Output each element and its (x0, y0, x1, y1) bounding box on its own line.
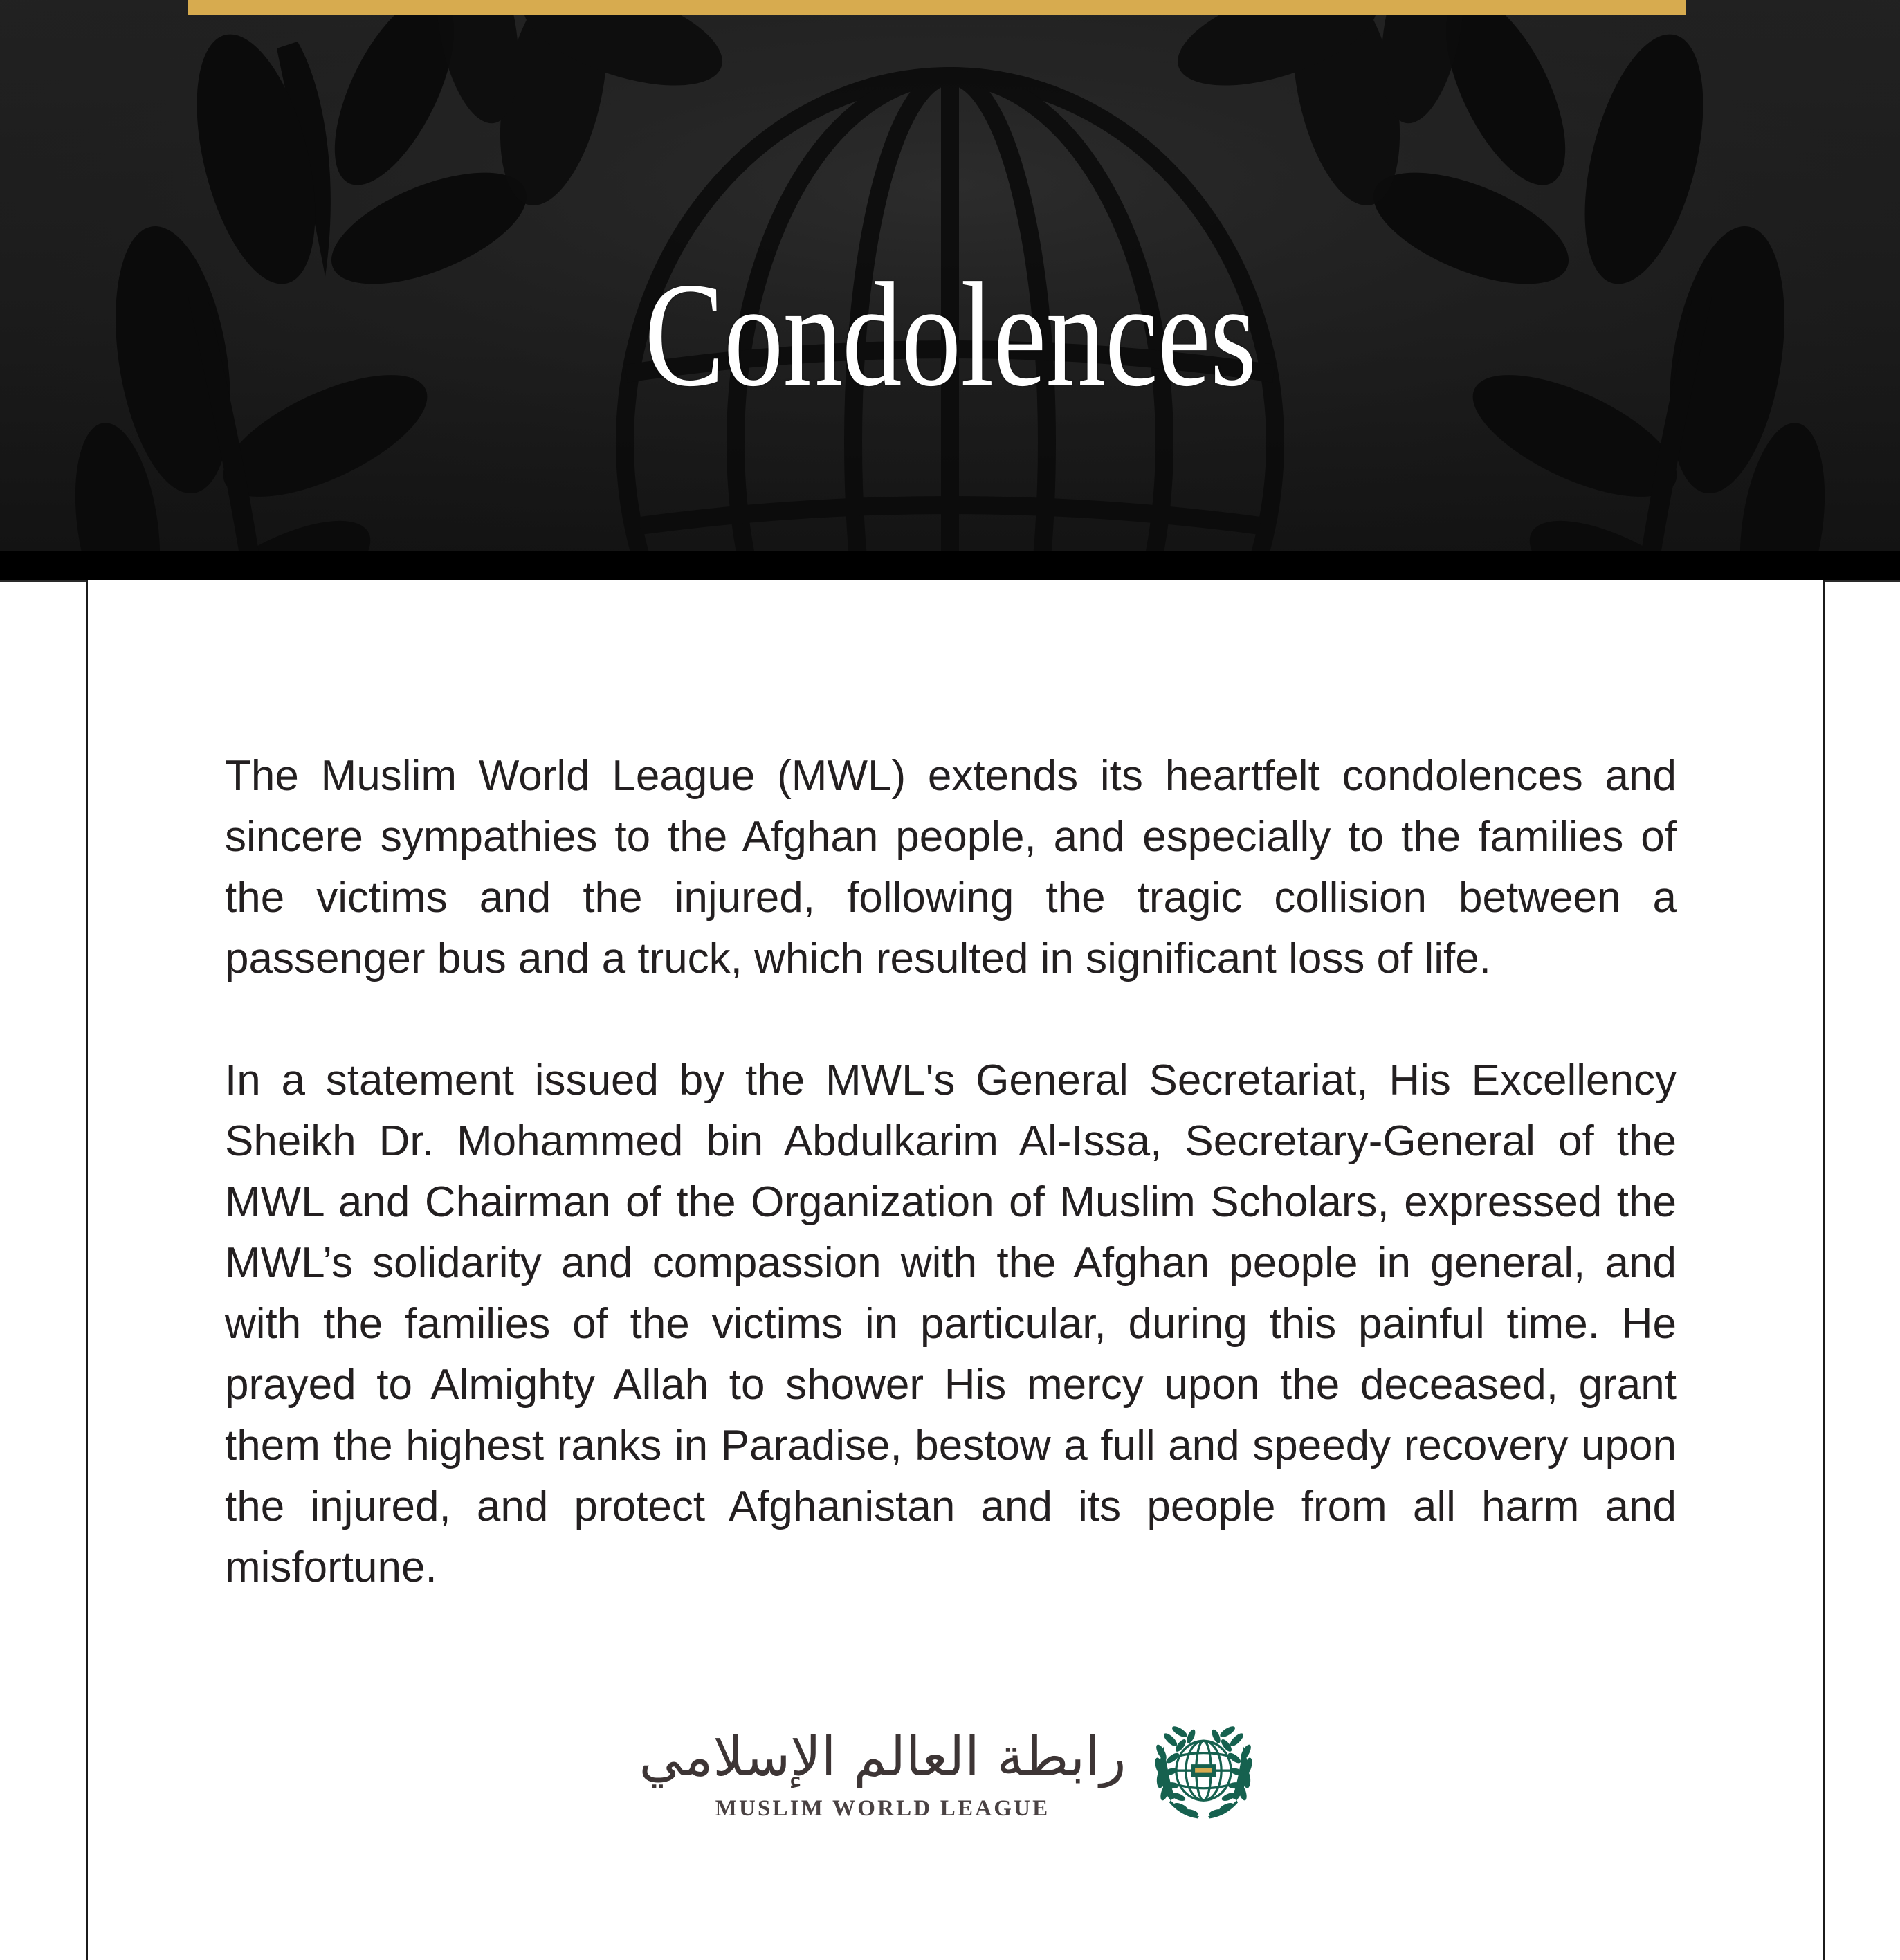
mwl-logo-lockup (0, 1716, 1900, 1830)
mwl-latin-wordmark: MUSLIM WORLD LEAGUE (715, 1795, 1050, 1821)
statement-paragraph-1: The Muslim World League (MWL) extends its heartfelt condolences and sincere sympathies to the Afghan people, and especially to the families of the victims and the injured, following the tragic collision between a passenger bus and a truck, which resulted in significant loss of life. (225, 752, 1677, 982)
page-title-text: Condolences (644, 252, 1256, 417)
header-banner (0, 0, 1900, 580)
mwl-globe-laurel-emblem-icon (1147, 1716, 1261, 1830)
page-title (0, 0, 1900, 580)
statement-body (225, 746, 1677, 1659)
mwl-wordmark (639, 1724, 1126, 1822)
mwl-arabic-wordmark: رابطة العالم الإسلامي (639, 1726, 1126, 1789)
statement-paragraph-2: In a statement issued by the MWL's General Secretariat, His Excellency Sheikh Dr. Mohammed bin Abdulkarim Al-Issa, Secretary-General of the MWL and Chairman of the Organization of Muslim Scholars, expressed the MWL’s solidarity and compassion with the Afghan people in general, and with the families of the victims in particular, during this painful time. He prayed to Almighty Allah to shower His mercy upon the deceased, grant them the highest ranks in Paradise, bestow a full and speedy recovery upon the injured, and protect Afghanistan and its people from all harm and misfortune. (225, 1056, 1677, 1591)
